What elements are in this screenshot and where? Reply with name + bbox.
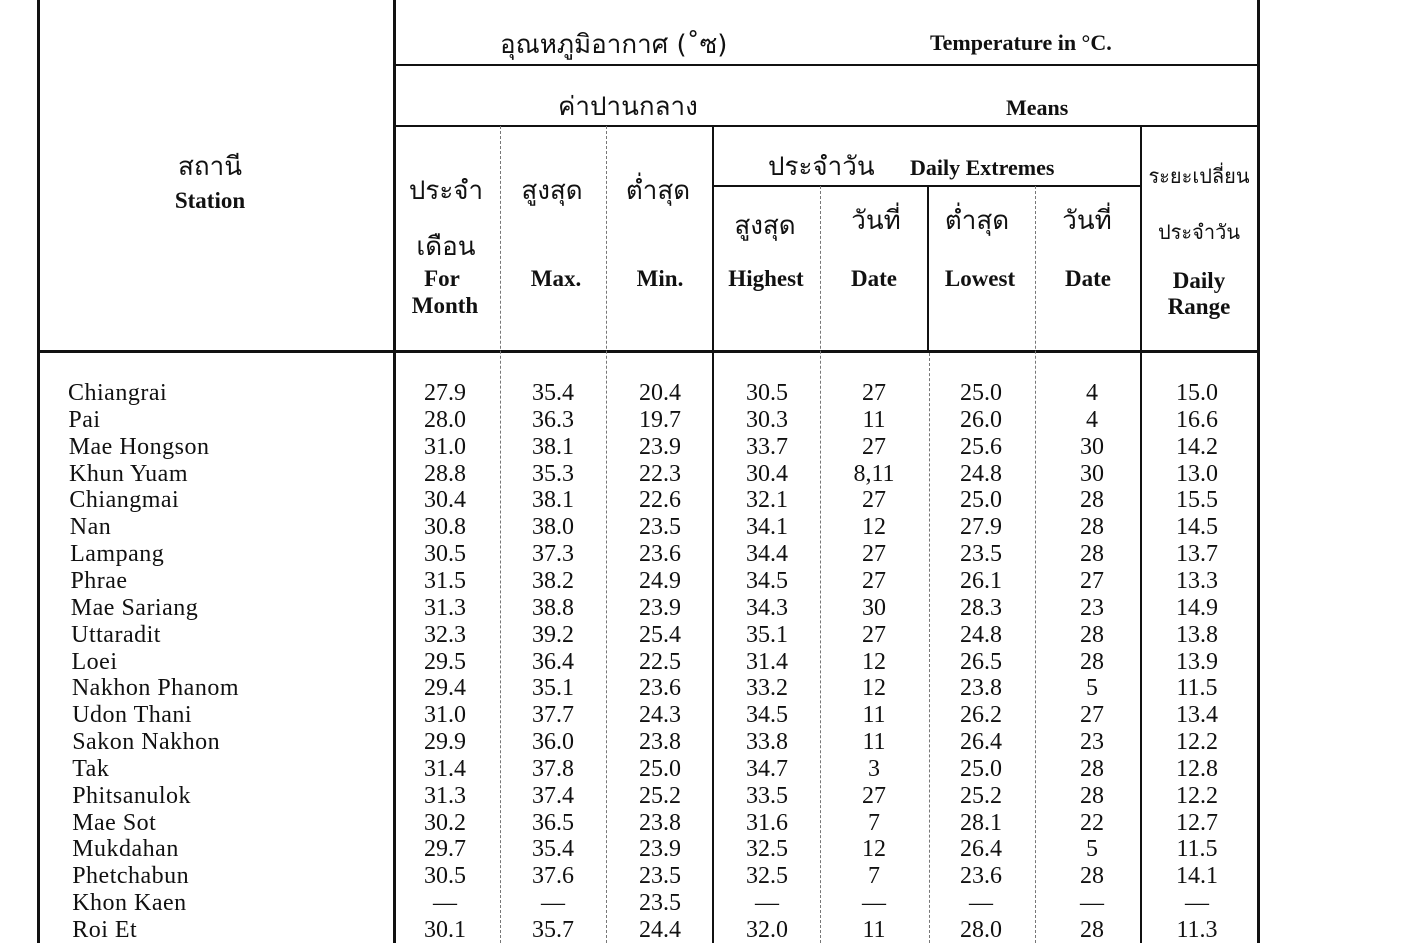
min-cell: 23.6: [639, 541, 681, 568]
highest-cell: 35.1: [746, 621, 788, 648]
daily-range-cell: 13.7: [1176, 541, 1218, 568]
min-cell: 24.3: [639, 702, 681, 729]
lowest-date-cell: 28: [1080, 755, 1104, 782]
for-month-cell: 28.8: [424, 460, 466, 487]
daily-range-cell: 12.7: [1176, 809, 1218, 836]
min-cell: 22.3: [639, 460, 681, 487]
daily-range-cell: 13.9: [1176, 648, 1218, 675]
highest-cell: —: [755, 890, 779, 917]
max-header-english: Max.: [530, 266, 582, 291]
highest-cell: 32.5: [746, 836, 788, 863]
min-cell: 25.2: [639, 782, 681, 809]
lowest-date-cell: 23: [1080, 729, 1104, 756]
col-sep-min: [606, 126, 607, 943]
station-name-cell: Nakhon Phanom: [71, 675, 239, 702]
max-cell: 37.3: [532, 541, 574, 568]
lowest-cell: 26.1: [960, 567, 1002, 594]
daily-range-cell: 12.8: [1176, 755, 1218, 782]
highest-cell: 34.5: [746, 567, 788, 594]
lowest-cell: —: [969, 890, 993, 917]
col-sep-date2: [1035, 186, 1036, 943]
lowest-cell: 24.8: [960, 460, 1002, 487]
min-cell: 23.5: [639, 863, 681, 890]
lowest-date-cell: 27: [1080, 567, 1104, 594]
min-cell: 23.6: [639, 675, 681, 702]
highest-date-cell: 12: [862, 836, 886, 863]
max-cell: 35.7: [532, 917, 574, 943]
right-border: [1257, 0, 1260, 943]
max-cell: 37.4: [532, 782, 574, 809]
highest-cell: 33.5: [746, 782, 788, 809]
range-header-english-1: Daily: [1172, 268, 1226, 293]
lowest-date-cell: 5: [1086, 836, 1098, 863]
for-month-cell: 27.9: [424, 380, 466, 406]
highest-date-cell: 8,11: [853, 460, 895, 487]
lowest-cell: 23.5: [960, 541, 1002, 568]
daily-range-cell: 14.2: [1176, 433, 1218, 460]
highest-date-cell: 7: [868, 863, 880, 890]
station-name-cell: Phitsanulok: [72, 782, 192, 809]
lowest-cell: 24.8: [960, 621, 1002, 648]
highest-date-cell: 27: [862, 487, 886, 514]
max-header-thai: สูงสุด: [521, 176, 583, 206]
col-sep-lowest: [929, 353, 930, 943]
highest-date-cell: 30: [862, 594, 886, 621]
for-month-cell: 30.8: [424, 514, 466, 541]
highest-cell: 32.1: [746, 487, 788, 514]
date1-header-thai: วันที่: [851, 206, 901, 236]
station-name-cell: Nan: [69, 514, 112, 541]
daily-range-cell: 13.0: [1176, 460, 1218, 487]
highest-cell: 30.5: [746, 380, 788, 406]
highest-cell: 32.5: [746, 863, 788, 890]
for-month-cell: 30.1: [424, 917, 466, 943]
daily-range-cell: —: [1185, 890, 1209, 917]
daily-range-cell: 14.9: [1176, 594, 1218, 621]
daily-range-cell: 13.8: [1176, 621, 1218, 648]
daily-range-cell: 13.3: [1176, 567, 1218, 594]
daily-extremes-english: Daily Extremes: [910, 155, 1055, 180]
lowest-cell: 25.6: [960, 433, 1002, 460]
range-header-thai-1: ระยะเปลี่ยน: [1148, 164, 1250, 188]
station-header-thai: สถานี: [178, 152, 242, 182]
station-divider: [393, 0, 396, 943]
max-cell: 38.1: [532, 433, 574, 460]
station-name-cell: Mae Sariang: [70, 594, 199, 621]
max-cell: 36.3: [532, 406, 574, 433]
for-month-english-1: For: [424, 266, 460, 291]
station-name-cell: Tak: [72, 755, 110, 782]
station-name-cell: Roi Et: [72, 917, 138, 943]
highest-header-english: Highest: [728, 266, 804, 291]
highest-date-cell: 12: [862, 675, 886, 702]
lowest-cell: 26.4: [960, 836, 1002, 863]
lowest-date-cell: 22: [1080, 809, 1104, 836]
means-title-english: Means: [1006, 95, 1069, 120]
highest-date-cell: 11: [862, 406, 886, 433]
range-header-english-2: Range: [1167, 294, 1231, 319]
max-cell: 38.1: [532, 487, 574, 514]
lowest-date-cell: 27: [1080, 702, 1104, 729]
lowest-cell: 28.3: [960, 594, 1002, 621]
for-month-cell: 30.4: [424, 487, 466, 514]
daily-range-cell: 14.5: [1176, 514, 1218, 541]
min-cell: 20.4: [639, 380, 681, 406]
left-border: [37, 0, 40, 943]
highest-date-cell: 12: [862, 648, 886, 675]
lowest-cell: 25.0: [960, 487, 1002, 514]
col-divider-extremes-left: [712, 126, 714, 943]
min-cell: 22.6: [639, 487, 681, 514]
daily-range-cell: 11.5: [1176, 836, 1218, 863]
lowest-cell: 25.0: [960, 380, 1002, 406]
highest-date-cell: —: [862, 890, 886, 917]
highest-date-cell: 11: [862, 729, 886, 756]
lowest-date-cell: 28: [1080, 917, 1104, 943]
highest-cell: 30.4: [746, 460, 788, 487]
max-cell: 35.4: [532, 380, 574, 406]
max-cell: —: [541, 890, 565, 917]
highest-cell: 33.8: [746, 729, 788, 756]
daily-extremes-thai: ประจำวัน: [768, 152, 875, 182]
highest-cell: 34.1: [746, 514, 788, 541]
highest-date-cell: 12: [862, 514, 886, 541]
means-rule: [396, 125, 1257, 127]
lowest-cell: 28.1: [960, 809, 1002, 836]
for-month-cell: 29.5: [424, 648, 466, 675]
temperature-title-thai: อุณหภูมิอากาศ (˚ซ): [500, 30, 728, 60]
for-month-cell: 30.2: [424, 809, 466, 836]
daily-range-cell: 15.0: [1176, 380, 1218, 406]
lowest-date-cell: 28: [1080, 487, 1104, 514]
highest-cell: 34.3: [746, 594, 788, 621]
highest-date-cell: 27: [862, 380, 886, 406]
lowest-date-cell: 28: [1080, 648, 1104, 675]
temperature-title-english: Temperature in °C.: [930, 30, 1112, 55]
station-name-cell: Khon Kaen: [72, 890, 187, 917]
highest-date-cell: 11: [862, 702, 886, 729]
station-header-english: Station: [174, 188, 246, 213]
lowest-date-cell: 28: [1080, 621, 1104, 648]
for-month-cell: 30.5: [424, 863, 466, 890]
date2-header-english: Date: [1065, 266, 1111, 291]
lowest-date-cell: 28: [1080, 514, 1104, 541]
max-cell: 35.1: [532, 675, 574, 702]
highest-date-cell: 7: [868, 809, 880, 836]
highest-date-cell: 27: [862, 782, 886, 809]
lowest-cell: 27.9: [960, 514, 1002, 541]
lowest-date-cell: 5: [1086, 675, 1098, 702]
lowest-cell: 26.5: [960, 648, 1002, 675]
station-name-cell: Chiangrai: [68, 380, 168, 406]
max-cell: 37.7: [532, 702, 574, 729]
min-cell: 23.9: [639, 433, 681, 460]
col-divider-lowest: [927, 186, 929, 350]
for-month-cell: 31.3: [424, 594, 466, 621]
min-cell: 22.5: [639, 648, 681, 675]
for-month-cell: 31.5: [424, 567, 466, 594]
for-month-english-2: Month: [411, 293, 479, 318]
max-cell: 38.8: [532, 594, 574, 621]
for-month-cell: 32.3: [424, 621, 466, 648]
lowest-cell: 26.0: [960, 406, 1002, 433]
lowest-cell: 26.4: [960, 729, 1002, 756]
lowest-date-cell: 4: [1086, 380, 1098, 406]
max-cell: 38.2: [532, 567, 574, 594]
max-cell: 35.3: [532, 460, 574, 487]
max-cell: 35.4: [532, 836, 574, 863]
for-month-cell: 30.5: [424, 541, 466, 568]
lowest-cell: 23.6: [960, 863, 1002, 890]
lowest-date-cell: 28: [1080, 863, 1104, 890]
min-cell: 23.8: [639, 729, 681, 756]
for-month-thai-1: ประจำ: [408, 176, 484, 206]
min-cell: 23.9: [639, 836, 681, 863]
highest-header-thai: สูงสุด: [734, 211, 796, 241]
daily-range-cell: 12.2: [1176, 782, 1218, 809]
lowest-date-cell: 30: [1080, 460, 1104, 487]
highest-cell: 32.0: [746, 917, 788, 943]
max-cell: 36.4: [532, 648, 574, 675]
for-month-cell: 31.0: [424, 702, 466, 729]
max-cell: 37.8: [532, 755, 574, 782]
highest-cell: 33.7: [746, 433, 788, 460]
highest-cell: 31.4: [746, 648, 788, 675]
for-month-cell: 28.0: [424, 406, 466, 433]
for-month-cell: 31.0: [424, 433, 466, 460]
lowest-cell: 23.8: [960, 675, 1002, 702]
highest-cell: 30.3: [746, 406, 788, 433]
min-cell: 24.9: [639, 567, 681, 594]
highest-date-cell: 27: [862, 541, 886, 568]
station-name-cell: Phrae: [70, 567, 128, 594]
col-divider-range: [1140, 126, 1142, 943]
lowest-date-cell: 4: [1086, 406, 1098, 433]
min-cell: 24.4: [639, 917, 681, 943]
daily-range-cell: 15.5: [1176, 487, 1218, 514]
lowest-cell: 25.0: [960, 755, 1002, 782]
range-header-thai-2: ประจำวัน: [1157, 220, 1241, 244]
lowest-date-cell: 23: [1080, 594, 1104, 621]
lowest-date-cell: 30: [1080, 433, 1104, 460]
lowest-cell: 28.0: [960, 917, 1002, 943]
station-name-cell: Lampang: [70, 541, 165, 568]
station-name-cell: Uttaradit: [71, 621, 161, 648]
station-name-cell: Phetchabun: [72, 863, 190, 890]
highest-date-cell: 11: [862, 917, 886, 943]
station-name-cell: Sakon Nakhon: [72, 729, 221, 756]
highest-cell: 33.2: [746, 675, 788, 702]
lowest-header-english: Lowest: [944, 266, 1016, 291]
daily-range-cell: 13.4: [1176, 702, 1218, 729]
station-name-cell: Loei: [71, 648, 118, 675]
max-cell: 36.0: [532, 729, 574, 756]
for-month-cell: 31.4: [424, 755, 466, 782]
lowest-cell: 26.2: [960, 702, 1002, 729]
max-cell: 36.5: [532, 809, 574, 836]
station-name-cell: Khun Yuam: [69, 460, 188, 487]
min-cell: 23.5: [639, 890, 681, 917]
min-cell: 25.4: [639, 621, 681, 648]
lowest-date-cell: 28: [1080, 782, 1104, 809]
min-cell: 25.0: [639, 755, 681, 782]
min-cell: 23.8: [639, 809, 681, 836]
lowest-cell: 25.2: [960, 782, 1002, 809]
min-cell: 23.5: [639, 514, 681, 541]
max-cell: 39.2: [532, 621, 574, 648]
col-sep-max: [500, 126, 501, 943]
station-name-cell: Chiangmai: [69, 487, 180, 514]
highest-cell: 34.5: [746, 702, 788, 729]
for-month-cell: 31.3: [424, 782, 466, 809]
max-cell: 37.6: [532, 863, 574, 890]
min-cell: 19.7: [639, 406, 681, 433]
date2-header-thai: วันที่: [1062, 206, 1112, 236]
col-sep-date1: [820, 186, 821, 943]
min-header-thai: ต่ำสุด: [625, 176, 691, 206]
highest-date-cell: 27: [862, 433, 886, 460]
highest-date-cell: 27: [862, 621, 886, 648]
station-name-cell: Mae Hongson: [68, 433, 210, 460]
lowest-date-cell: —: [1080, 890, 1104, 917]
station-name-cell: Mae Sot: [72, 809, 157, 836]
for-month-cell: —: [433, 890, 457, 917]
highest-cell: 34.7: [746, 755, 788, 782]
highest-date-cell: 27: [862, 567, 886, 594]
station-name-cell: Udon Thani: [72, 702, 193, 729]
for-month-cell: 29.9: [424, 729, 466, 756]
daily-range-cell: 16.6: [1176, 406, 1218, 433]
highest-date-cell: 3: [868, 755, 880, 782]
header-bottom-rule: [37, 350, 1260, 353]
lowest-header-thai: ต่ำสุด: [944, 206, 1010, 236]
daily-range-cell: 14.1: [1176, 863, 1218, 890]
daily-range-cell: 11.3: [1176, 917, 1218, 943]
for-month-cell: 29.4: [424, 675, 466, 702]
highest-cell: 31.6: [746, 809, 788, 836]
station-name-cell: Mukdahan: [72, 836, 179, 863]
for-month-cell: 29.7: [424, 836, 466, 863]
for-month-thai-2: เดือน: [416, 232, 476, 262]
daily-range-cell: 12.2: [1176, 729, 1218, 756]
lowest-date-cell: 28: [1080, 541, 1104, 568]
daily-range-cell: 11.5: [1176, 675, 1218, 702]
means-title-thai: ค่าปานกลาง: [558, 92, 698, 122]
highest-cell: 34.4: [746, 541, 788, 568]
max-cell: 38.0: [532, 514, 574, 541]
min-cell: 23.9: [639, 594, 681, 621]
min-header-english: Min.: [636, 266, 684, 291]
station-name-cell: Pai: [68, 406, 101, 433]
date1-header-english: Date: [851, 266, 897, 291]
